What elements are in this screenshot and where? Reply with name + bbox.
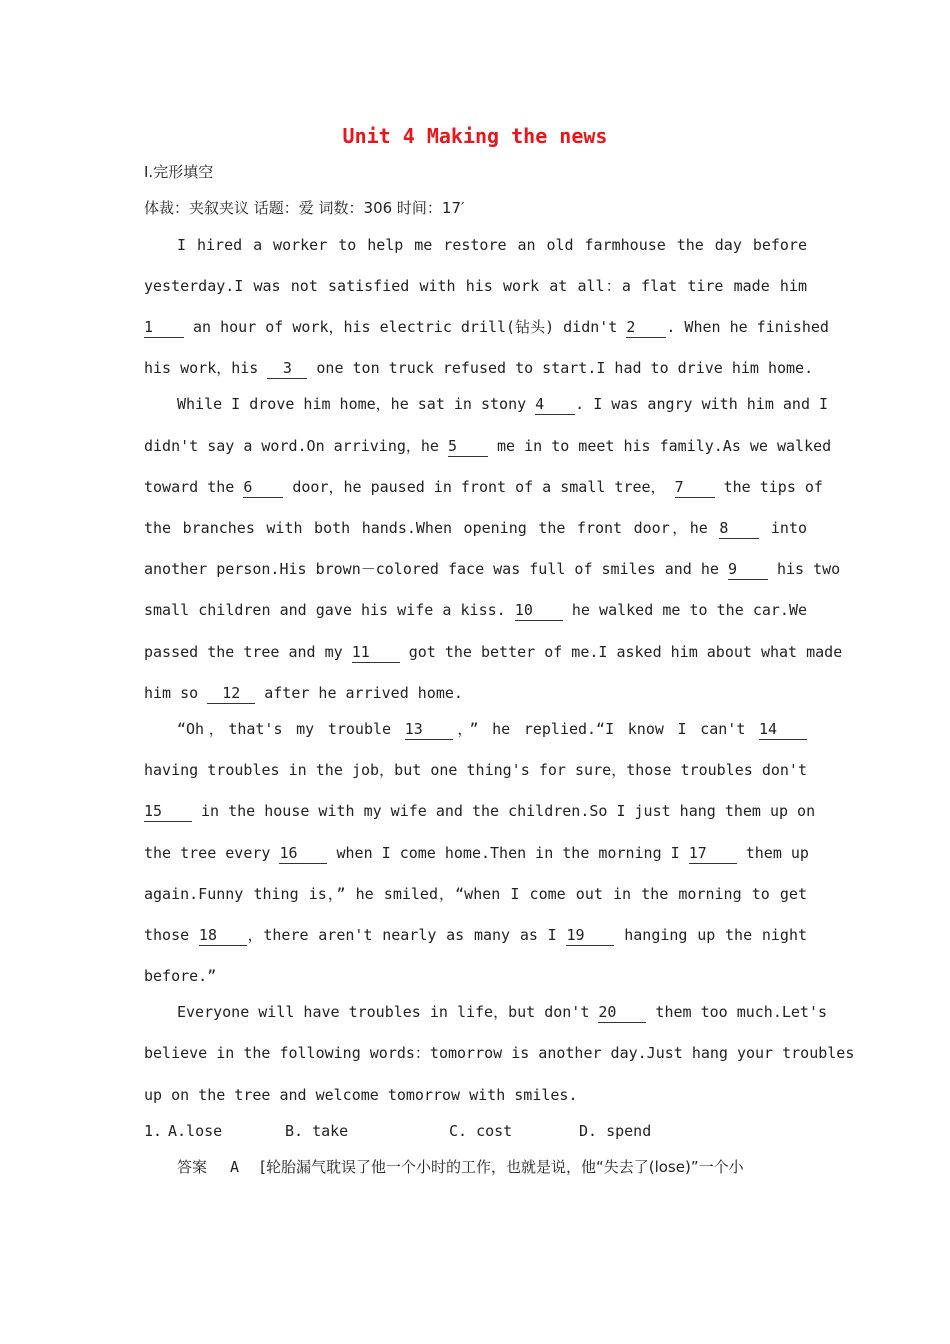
blank-13[interactable]: 13 [405, 720, 453, 740]
passage-text: he walked me to the car.We [571, 601, 808, 619]
passage-text: . I was angry with him and I [575, 395, 829, 413]
passage-text: small children and gave his wife a kiss. [144, 601, 506, 619]
passage-text: in the house with my wife and the children.So I just hang them up on [201, 802, 816, 820]
passage-line [144, 641, 843, 663]
passage-line [177, 718, 807, 740]
blank-2[interactable]: 2 [626, 318, 666, 338]
passage-line [144, 357, 814, 379]
passage-text: one ton truck refused to start.I had to drive him home. [316, 359, 814, 377]
passage-text: into [770, 519, 808, 537]
passage-line: up on the tree and welcome tomorrow with smiles. [144, 1086, 578, 1104]
passage-text: them too much.Let's [655, 1003, 828, 1021]
passage-text: his work，his [144, 359, 259, 377]
passage-line [144, 599, 807, 621]
passage-line: having troubles in the job，but one thing's for sure，those troubles don't [144, 761, 807, 779]
blank-17[interactable]: 17 [689, 844, 737, 864]
blank-12[interactable]: 12 [207, 684, 255, 704]
passage-text: Everyone will have troubles in life，but don't [177, 1003, 590, 1021]
passage-text: after he arrived home. [264, 684, 463, 702]
blank-11[interactable]: 11 [352, 643, 400, 663]
blank-6[interactable]: 6 [243, 478, 283, 498]
option-c[interactable]: C. cost [449, 1122, 513, 1140]
passage-text: him so [144, 684, 199, 702]
passage-text: While I drove him home，he sat in stony [177, 395, 527, 413]
blank-7[interactable]: 7 [675, 478, 715, 498]
passage-text: door，he paused in front of a small tree， [292, 478, 666, 496]
passage-text: the tree every [144, 844, 271, 862]
passage-line [144, 435, 832, 457]
passage-line: believe in the following words：tomorrow is another day.Just hang your troubles [144, 1044, 855, 1062]
passage-line [177, 393, 829, 415]
blank-8[interactable]: 8 [719, 519, 759, 539]
passage-text: . When he finished [666, 318, 829, 336]
passage-text: those [144, 926, 190, 944]
passage-line [144, 842, 807, 864]
blank-16[interactable]: 16 [279, 844, 327, 864]
question-1 [144, 1120, 807, 1142]
blank-10[interactable]: 10 [515, 601, 563, 621]
passage-text: when I come home.Then in the morning I [336, 844, 680, 862]
blank-20[interactable]: 20 [598, 1003, 646, 1023]
passage-text: toward the [144, 478, 235, 496]
passage-text: passed the tree and my [144, 643, 343, 661]
passage-line: again.Funny thing is，” he smiled，“when I come out in the morning to get [144, 885, 807, 903]
blank-5[interactable]: 5 [448, 437, 488, 457]
passage-text: another person.His brown－colored face was full of smiles and he [144, 560, 719, 578]
passage-line: yesterday.I was not satisfied with his work at all：a flat tire made him [144, 277, 807, 295]
answer-letter: A [230, 1158, 240, 1176]
blank-3[interactable]: 3 [267, 359, 307, 379]
passage-text: an hour of work，his electric drill(钻头) didn't [193, 318, 618, 336]
option-d[interactable]: D. spend [579, 1122, 652, 1140]
passage-line [144, 924, 807, 946]
option-b[interactable]: B. take [285, 1122, 349, 1140]
passage-line [144, 517, 807, 539]
blank-14[interactable]: 14 [759, 720, 807, 740]
blank-9[interactable]: 9 [728, 560, 768, 580]
option-a[interactable]: A.lose [168, 1122, 223, 1140]
passage-line [144, 682, 807, 704]
section-heading: Ⅰ.完形填空 [144, 163, 214, 181]
passage-text: got the better of me.I asked him about what made [408, 643, 843, 661]
answer-label: 答案 [177, 1158, 208, 1176]
passage-text: them up [745, 844, 809, 862]
passage-meta: 体裁：夹叙夹议 话题：爱 词数：306 时间：17′ [144, 199, 465, 217]
passage-text: his two [776, 560, 841, 578]
passage-line [177, 1001, 828, 1023]
passage-text: hanging up the night [624, 926, 808, 944]
passage-text: the branches with both hands.When opening the front door，he [144, 519, 708, 537]
blank-1[interactable]: 1 [144, 318, 184, 338]
passage-text: didn't say a word.On arriving，he [144, 437, 439, 455]
passage-text: ，there aren't nearly as many as I [246, 926, 557, 944]
passage-line [144, 558, 841, 580]
passage-line [144, 316, 829, 338]
passage-line [144, 476, 823, 498]
page-title: Unit 4 Making the news [342, 124, 608, 148]
passage-text: ，” he replied.“I know I can't [452, 720, 746, 738]
passage-text: the tips of [723, 478, 823, 496]
question-number: 1. [144, 1122, 163, 1140]
passage-text: me in to meet his family.As we walked [497, 437, 832, 455]
passage-line: before.” [144, 967, 217, 985]
passage-line: I hired a worker to help me restore an old farmhouse the day before [177, 236, 807, 254]
passage-text: “Oh，that's my trouble [177, 720, 392, 738]
blank-4[interactable]: 4 [535, 395, 575, 415]
blank-19[interactable]: 19 [566, 926, 614, 946]
blank-18[interactable]: 18 [199, 926, 247, 946]
passage-line [144, 800, 816, 822]
answer-line [177, 1156, 817, 1178]
blank-15[interactable]: 15 [144, 802, 192, 822]
answer-explanation: [轮胎漏气耽误了他一个小时的工作，也就是说，他“失去了(lose)”一个小 [260, 1158, 744, 1176]
